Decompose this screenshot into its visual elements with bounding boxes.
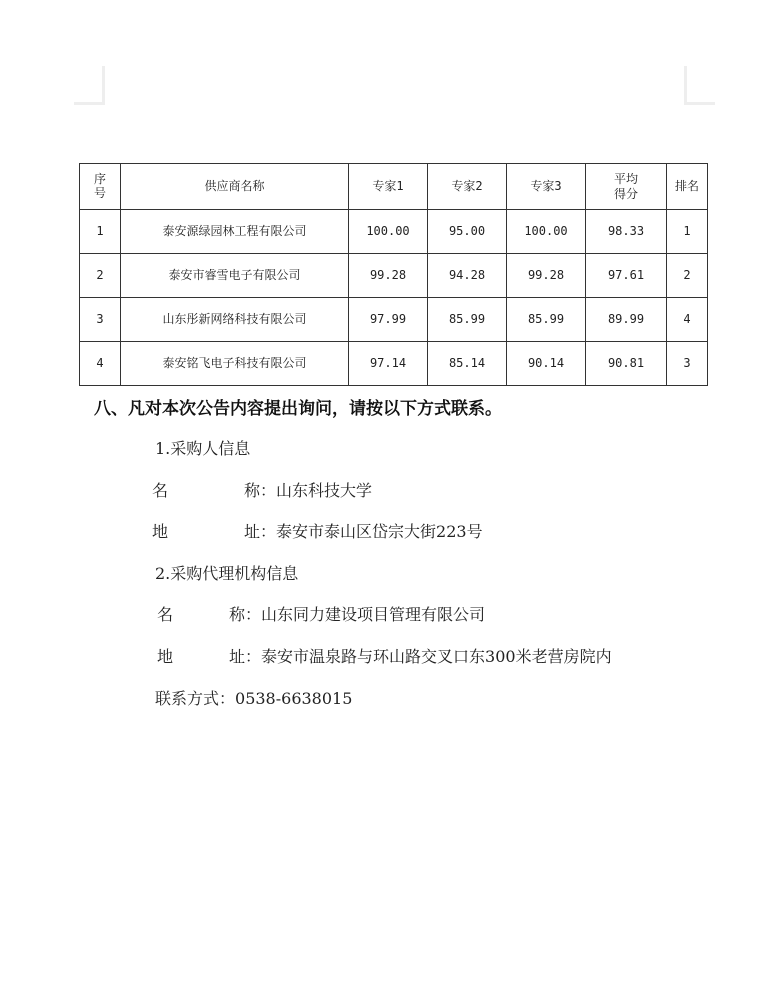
header-expert3: 专家3: [507, 164, 586, 210]
table-row: [80, 342, 708, 386]
cell-average: 90.81: [586, 342, 667, 386]
cell-expert1: 97.14: [349, 342, 428, 386]
cell-index: 1: [80, 210, 121, 254]
address-label-char1: 地: [152, 522, 169, 541]
cell-rank: 4: [667, 298, 708, 342]
cell-expert1: 99.28: [349, 254, 428, 298]
cell-rank: 3: [667, 342, 708, 386]
agency-address-line: [157, 644, 612, 667]
header-expert1: 专家1: [349, 164, 428, 210]
cell-rank: 1: [667, 210, 708, 254]
cell-expert2: 95.00: [428, 210, 507, 254]
purchaser-address-line: [152, 519, 483, 542]
contact-label: 联系方式：: [155, 689, 236, 708]
header-average: 平均得分: [586, 164, 667, 210]
score-table: [79, 163, 708, 386]
cell-rank: 2: [667, 254, 708, 298]
cell-supplier: 山东彤新网络科技有限公司: [121, 298, 349, 342]
contact-value: 0538-6638015: [235, 689, 353, 708]
header-rank: 排名: [667, 164, 708, 210]
cell-average: 89.99: [586, 298, 667, 342]
address-label-char1: 地: [157, 647, 174, 666]
cell-supplier: 泰安铭飞电子科技有限公司: [121, 342, 349, 386]
header-supplier: 供应商名称: [121, 164, 349, 210]
cell-supplier: 泰安市睿雪电子有限公司: [121, 254, 349, 298]
cell-index: 2: [80, 254, 121, 298]
cell-expert3: 90.14: [507, 342, 586, 386]
cell-expert2: 85.99: [428, 298, 507, 342]
section-heading: 八、凡对本次公告内容提出询问，请按以下方式联系。: [94, 399, 502, 419]
agency-address-value: 泰安市温泉路与环山路交叉口东300米老营房院内: [261, 647, 612, 666]
agency-contact-line: [155, 686, 352, 709]
agency-name-line: [157, 602, 485, 625]
table-row: [80, 254, 708, 298]
cell-supplier: 泰安源绿园林工程有限公司: [121, 210, 349, 254]
name-label-char1: 名: [157, 605, 174, 624]
cell-average: 98.33: [586, 210, 667, 254]
address-label-char2: 址：: [244, 522, 277, 541]
cell-expert2: 94.28: [428, 254, 507, 298]
address-label-char2: 址：: [229, 647, 262, 666]
table-header-row: [80, 164, 708, 210]
name-label-char2: 称：: [229, 605, 262, 624]
agency-info-title: 2.采购代理机构信息: [155, 564, 299, 583]
agency-name-value: 山东同力建设项目管理有限公司: [261, 605, 486, 624]
cell-index: 4: [80, 342, 121, 386]
header-index: 序号: [80, 164, 121, 210]
cell-expert1: 97.99: [349, 298, 428, 342]
purchaser-info-title: 1.采购人信息: [155, 439, 251, 458]
cell-expert3: 99.28: [507, 254, 586, 298]
table-row: [80, 298, 708, 342]
name-label-char1: 名: [152, 481, 169, 500]
cell-expert2: 85.14: [428, 342, 507, 386]
cell-expert3: 85.99: [507, 298, 586, 342]
cell-expert3: 100.00: [507, 210, 586, 254]
name-label-char2: 称：: [244, 481, 277, 500]
table-row: [80, 210, 708, 254]
cell-average: 97.61: [586, 254, 667, 298]
purchaser-name-value: 山东科技大学: [276, 481, 373, 500]
page-corner-mark-left: [74, 66, 105, 105]
header-expert2: 专家2: [428, 164, 507, 210]
purchaser-name-line: [152, 478, 372, 501]
purchaser-address-value: 泰安市泰山区岱宗大街223号: [276, 522, 483, 541]
cell-index: 3: [80, 298, 121, 342]
page-corner-mark-right: [684, 66, 715, 105]
cell-expert1: 100.00: [349, 210, 428, 254]
